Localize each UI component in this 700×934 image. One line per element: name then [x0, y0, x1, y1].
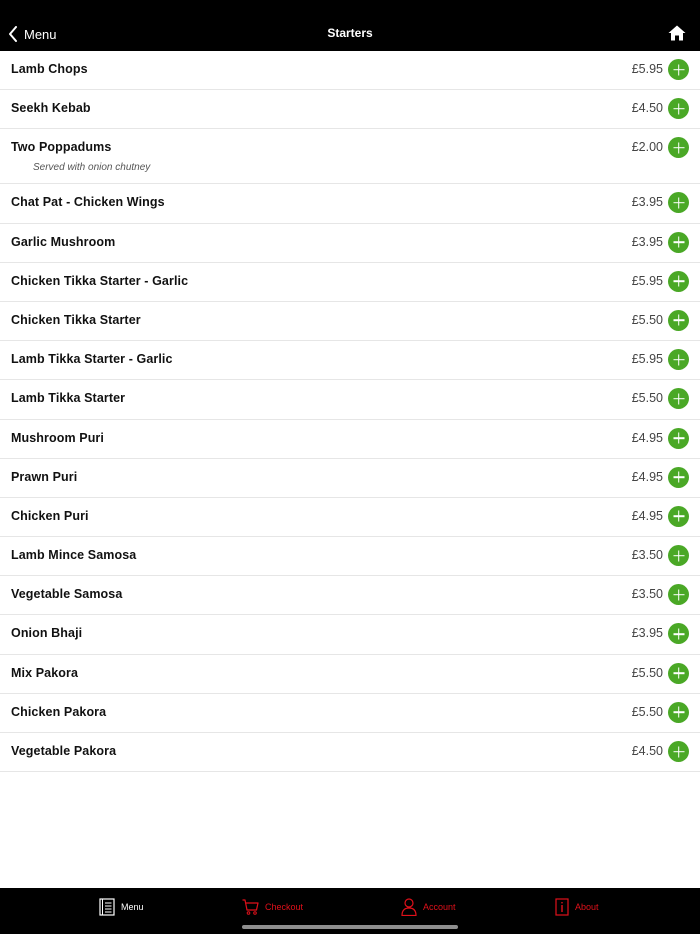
menu-item-row[interactable]: [0, 263, 700, 302]
menu-item-name: Lamb Tikka Starter: [11, 391, 126, 406]
menu-item-price: £4.50: [631, 101, 663, 116]
tab-about-label: About: [575, 902, 599, 912]
add-to-cart-plus-icon[interactable]: [668, 467, 689, 488]
menu-item-name: Chicken Tikka Starter - Garlic: [11, 273, 189, 288]
add-to-cart-plus-icon[interactable]: [668, 663, 689, 684]
home-icon[interactable]: [668, 25, 686, 41]
menu-item-row[interactable]: [0, 615, 700, 654]
info-icon: [555, 898, 569, 916]
menu-item-price: £3.50: [631, 587, 663, 602]
menu-item-name: Prawn Puri: [11, 469, 78, 484]
menu-item-list: [0, 51, 700, 772]
page-title: Starters: [327, 26, 373, 40]
menu-item-name: Two Poppadums: [11, 140, 112, 155]
tab-account-label: Account: [423, 902, 456, 912]
menu-item-price: £3.95: [631, 234, 663, 249]
menu-item-row[interactable]: [0, 733, 700, 772]
add-to-cart-plus-icon[interactable]: [668, 584, 689, 605]
menu-item-price: £4.50: [631, 744, 663, 758]
add-to-cart-plus-icon[interactable]: [668, 310, 689, 331]
menu-item-row[interactable]: [0, 224, 700, 263]
menu-item-name: Lamb Tikka Starter - Garlic: [11, 352, 173, 367]
menu-item-price: £5.95: [631, 273, 663, 288]
menu-item-name: Chicken Tikka Starter: [11, 312, 141, 327]
menu-item-description: Served with onion chutney: [33, 162, 151, 174]
add-to-cart-plus-icon[interactable]: [668, 388, 689, 409]
add-to-cart-plus-icon[interactable]: [668, 192, 689, 213]
add-to-cart-plus-icon[interactable]: [668, 702, 689, 723]
add-to-cart-plus-icon[interactable]: [668, 741, 689, 762]
menu-item-name: Chat Pat - Chicken Wings: [11, 195, 165, 210]
menu-item-row[interactable]: [0, 302, 700, 341]
add-to-cart-plus-icon[interactable]: [668, 98, 689, 119]
add-to-cart-plus-icon[interactable]: [668, 271, 689, 292]
add-to-cart-plus-icon[interactable]: [668, 349, 689, 370]
menu-item-name: Vegetable Samosa: [11, 587, 123, 602]
home-indicator: [242, 925, 458, 929]
menu-item-row[interactable]: [0, 129, 700, 184]
menu-item-price: £5.50: [631, 312, 663, 327]
menu-item-price: £5.50: [631, 665, 663, 680]
menu-book-icon: [99, 898, 115, 916]
menu-item-row[interactable]: [0, 90, 700, 129]
menu-item-row[interactable]: [0, 380, 700, 419]
menu-item-name: Chicken Puri: [11, 508, 89, 523]
tab-checkout[interactable]: [242, 897, 303, 917]
menu-item-name: Vegetable Pakora: [11, 744, 117, 758]
menu-item-name: Mushroom Puri: [11, 430, 104, 445]
add-to-cart-plus-icon[interactable]: [668, 137, 689, 158]
menu-item-price: £4.95: [631, 430, 663, 445]
menu-item-row[interactable]: [0, 498, 700, 537]
menu-item-name: Lamb Mince Samosa: [11, 548, 137, 563]
menu-item-price: £2.00: [631, 140, 663, 155]
add-to-cart-plus-icon[interactable]: [668, 506, 689, 527]
back-label: Menu: [24, 26, 57, 42]
cart-icon: [242, 899, 259, 915]
add-to-cart-plus-icon[interactable]: [668, 59, 689, 80]
add-to-cart-plus-icon[interactable]: [668, 232, 689, 253]
menu-item-name: Garlic Mushroom: [11, 234, 116, 249]
add-to-cart-plus-icon[interactable]: [668, 428, 689, 449]
menu-item-row[interactable]: [0, 51, 700, 90]
menu-item-price: £5.50: [631, 704, 663, 719]
tab-menu[interactable]: [99, 897, 144, 917]
menu-item-row[interactable]: [0, 694, 700, 733]
tab-menu-label: Menu: [121, 902, 144, 912]
menu-item-price: £4.95: [631, 508, 663, 523]
top-nav-bar: [0, 0, 700, 51]
menu-item-row[interactable]: [0, 184, 700, 223]
menu-item-name: Seekh Kebab: [11, 101, 91, 116]
menu-item-name: Onion Bhaji: [11, 626, 83, 641]
user-icon: [401, 898, 417, 916]
menu-item-row[interactable]: [0, 576, 700, 615]
menu-item-price: £5.95: [631, 62, 663, 76]
menu-item-row[interactable]: [0, 655, 700, 694]
bottom-tab-bar: [0, 888, 700, 934]
tab-about[interactable]: [555, 897, 599, 917]
menu-item-price: £4.95: [631, 469, 663, 484]
add-to-cart-plus-icon[interactable]: [668, 545, 689, 566]
menu-item-row[interactable]: [0, 341, 700, 380]
tab-account[interactable]: [401, 897, 456, 917]
menu-item-row[interactable]: [0, 537, 700, 576]
menu-item-row[interactable]: [0, 459, 700, 498]
menu-item-price: £3.95: [631, 626, 663, 641]
menu-item-price: £5.95: [631, 352, 663, 367]
menu-item-row[interactable]: [0, 420, 700, 459]
menu-item-price: £5.50: [631, 391, 663, 406]
menu-item-name: Chicken Pakora: [11, 704, 107, 719]
menu-item-name: Mix Pakora: [11, 665, 79, 680]
add-to-cart-plus-icon[interactable]: [668, 623, 689, 644]
tab-checkout-label: Checkout: [265, 902, 304, 912]
menu-item-price: £3.95: [631, 195, 663, 210]
menu-item-price: £3.50: [631, 548, 663, 563]
menu-item-name: Lamb Chops: [11, 62, 88, 76]
